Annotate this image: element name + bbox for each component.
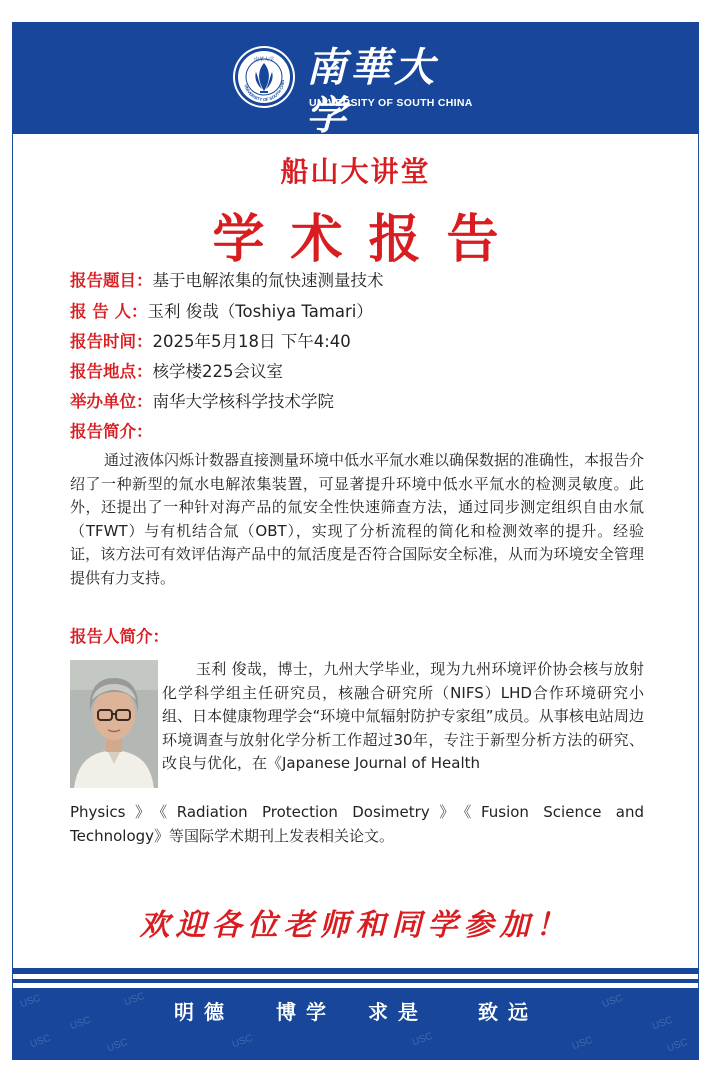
host-label: 举办单位： (70, 392, 153, 411)
university-logo-chinese: 南華大学 (306, 44, 438, 139)
abstract-text: 通过液体闪烁计数器直接测量环境中低水平氚水难以确保数据的准确性，本报告介绍了一种新型的氚水电解浓集装置，可显著提升环境中低水平氚水的检测灵敏度。此外，还提出了一种针对海产品的氚安全性快速筛查方法，通过同步测定组织自由水氚（TFWT）与有机结合氚（OBT），实现了分析流程的简化和检测效率的提升。经验证，该方法可有效评估海产品中的氚活度是否符合国际安全标准，从而为环境安全管理提供有力支持。 (70, 451, 645, 587)
info-place (70, 360, 283, 384)
welcome-message: 欢迎各位老师和同学参加！ (139, 908, 572, 943)
motto-word-3: 求是 (368, 1000, 428, 1024)
host-value: 南华大学核科学技术学院 (152, 392, 334, 411)
watermark: USC (410, 1030, 435, 1049)
university-logo-english: UNIVERSITY OF SOUTH CHINA (309, 97, 473, 109)
watermark: USC (68, 1014, 93, 1033)
emblem-ring-text: UNIVERSITY OF SOUTH CHIN (243, 79, 286, 103)
speaker-photo (70, 660, 158, 788)
university-emblem-icon (233, 46, 295, 108)
time-value: 2025年5月18日 下午4:40 (152, 332, 351, 351)
bio-label: 报告人简介： (70, 627, 169, 646)
lecture-series-title: 船山大讲堂 (280, 155, 431, 188)
speaker-label: 报 告 人： (70, 302, 148, 321)
footer-stripe-middle (12, 979, 699, 983)
topic-value: 基于电解浓集的氚快速测量技术 (152, 271, 384, 290)
page-title: 学术报告 (212, 210, 525, 270)
watermark: USC (122, 990, 147, 1009)
motto-word-1: 明德 (174, 1000, 234, 1024)
info-host (70, 390, 334, 414)
footer-band (12, 988, 699, 1060)
info-topic (70, 269, 384, 293)
watermark: USC (105, 1036, 130, 1055)
topic-label: 报告题目： (70, 271, 153, 290)
info-speaker (70, 300, 373, 324)
place-value: 核学楼225会议室 (152, 362, 283, 381)
bio-text: 玉利 俊哉，博士，九州大学毕业，现为九州环境评价协会核与放射化学科学组主任研究员，核融合研究所（NIFS）LHD合作环境研究小组、日本健康物理学会“环境中氚辐射防护专家组”成员。从事核电站周边环境调查与放射化学分析工作超过30年，专注于新型分析方法的研究、改良与优化，在《Japanese Journal of Health (162, 660, 644, 772)
abstract-label: 报告简介： (70, 422, 153, 441)
watermark: USC (570, 1034, 595, 1053)
motto-word-2: 博学 (276, 1000, 336, 1024)
motto-word-4: 致远 (478, 1000, 538, 1024)
bio-text-continued: Physics》《Radiation Protection Dosimetry》《Fusion Science and Technology》等国际学术期刊上发表相关论文。 (70, 803, 644, 845)
watermark: USC (600, 992, 625, 1011)
time-label: 报告时间： (70, 332, 153, 351)
watermark: USC (18, 992, 43, 1011)
watermark: USC (650, 1014, 675, 1033)
place-label: 报告地点： (70, 362, 153, 381)
watermark: USC (28, 1032, 53, 1051)
footer-stripe-top (12, 968, 699, 974)
watermark: USC (230, 1032, 255, 1051)
speaker-value: 玉利 俊哉（Toshiya Tamari） (147, 302, 373, 321)
emblem-top-text: 南華大学 (253, 57, 275, 63)
watermark: USC (665, 1036, 690, 1055)
info-time (70, 330, 351, 354)
